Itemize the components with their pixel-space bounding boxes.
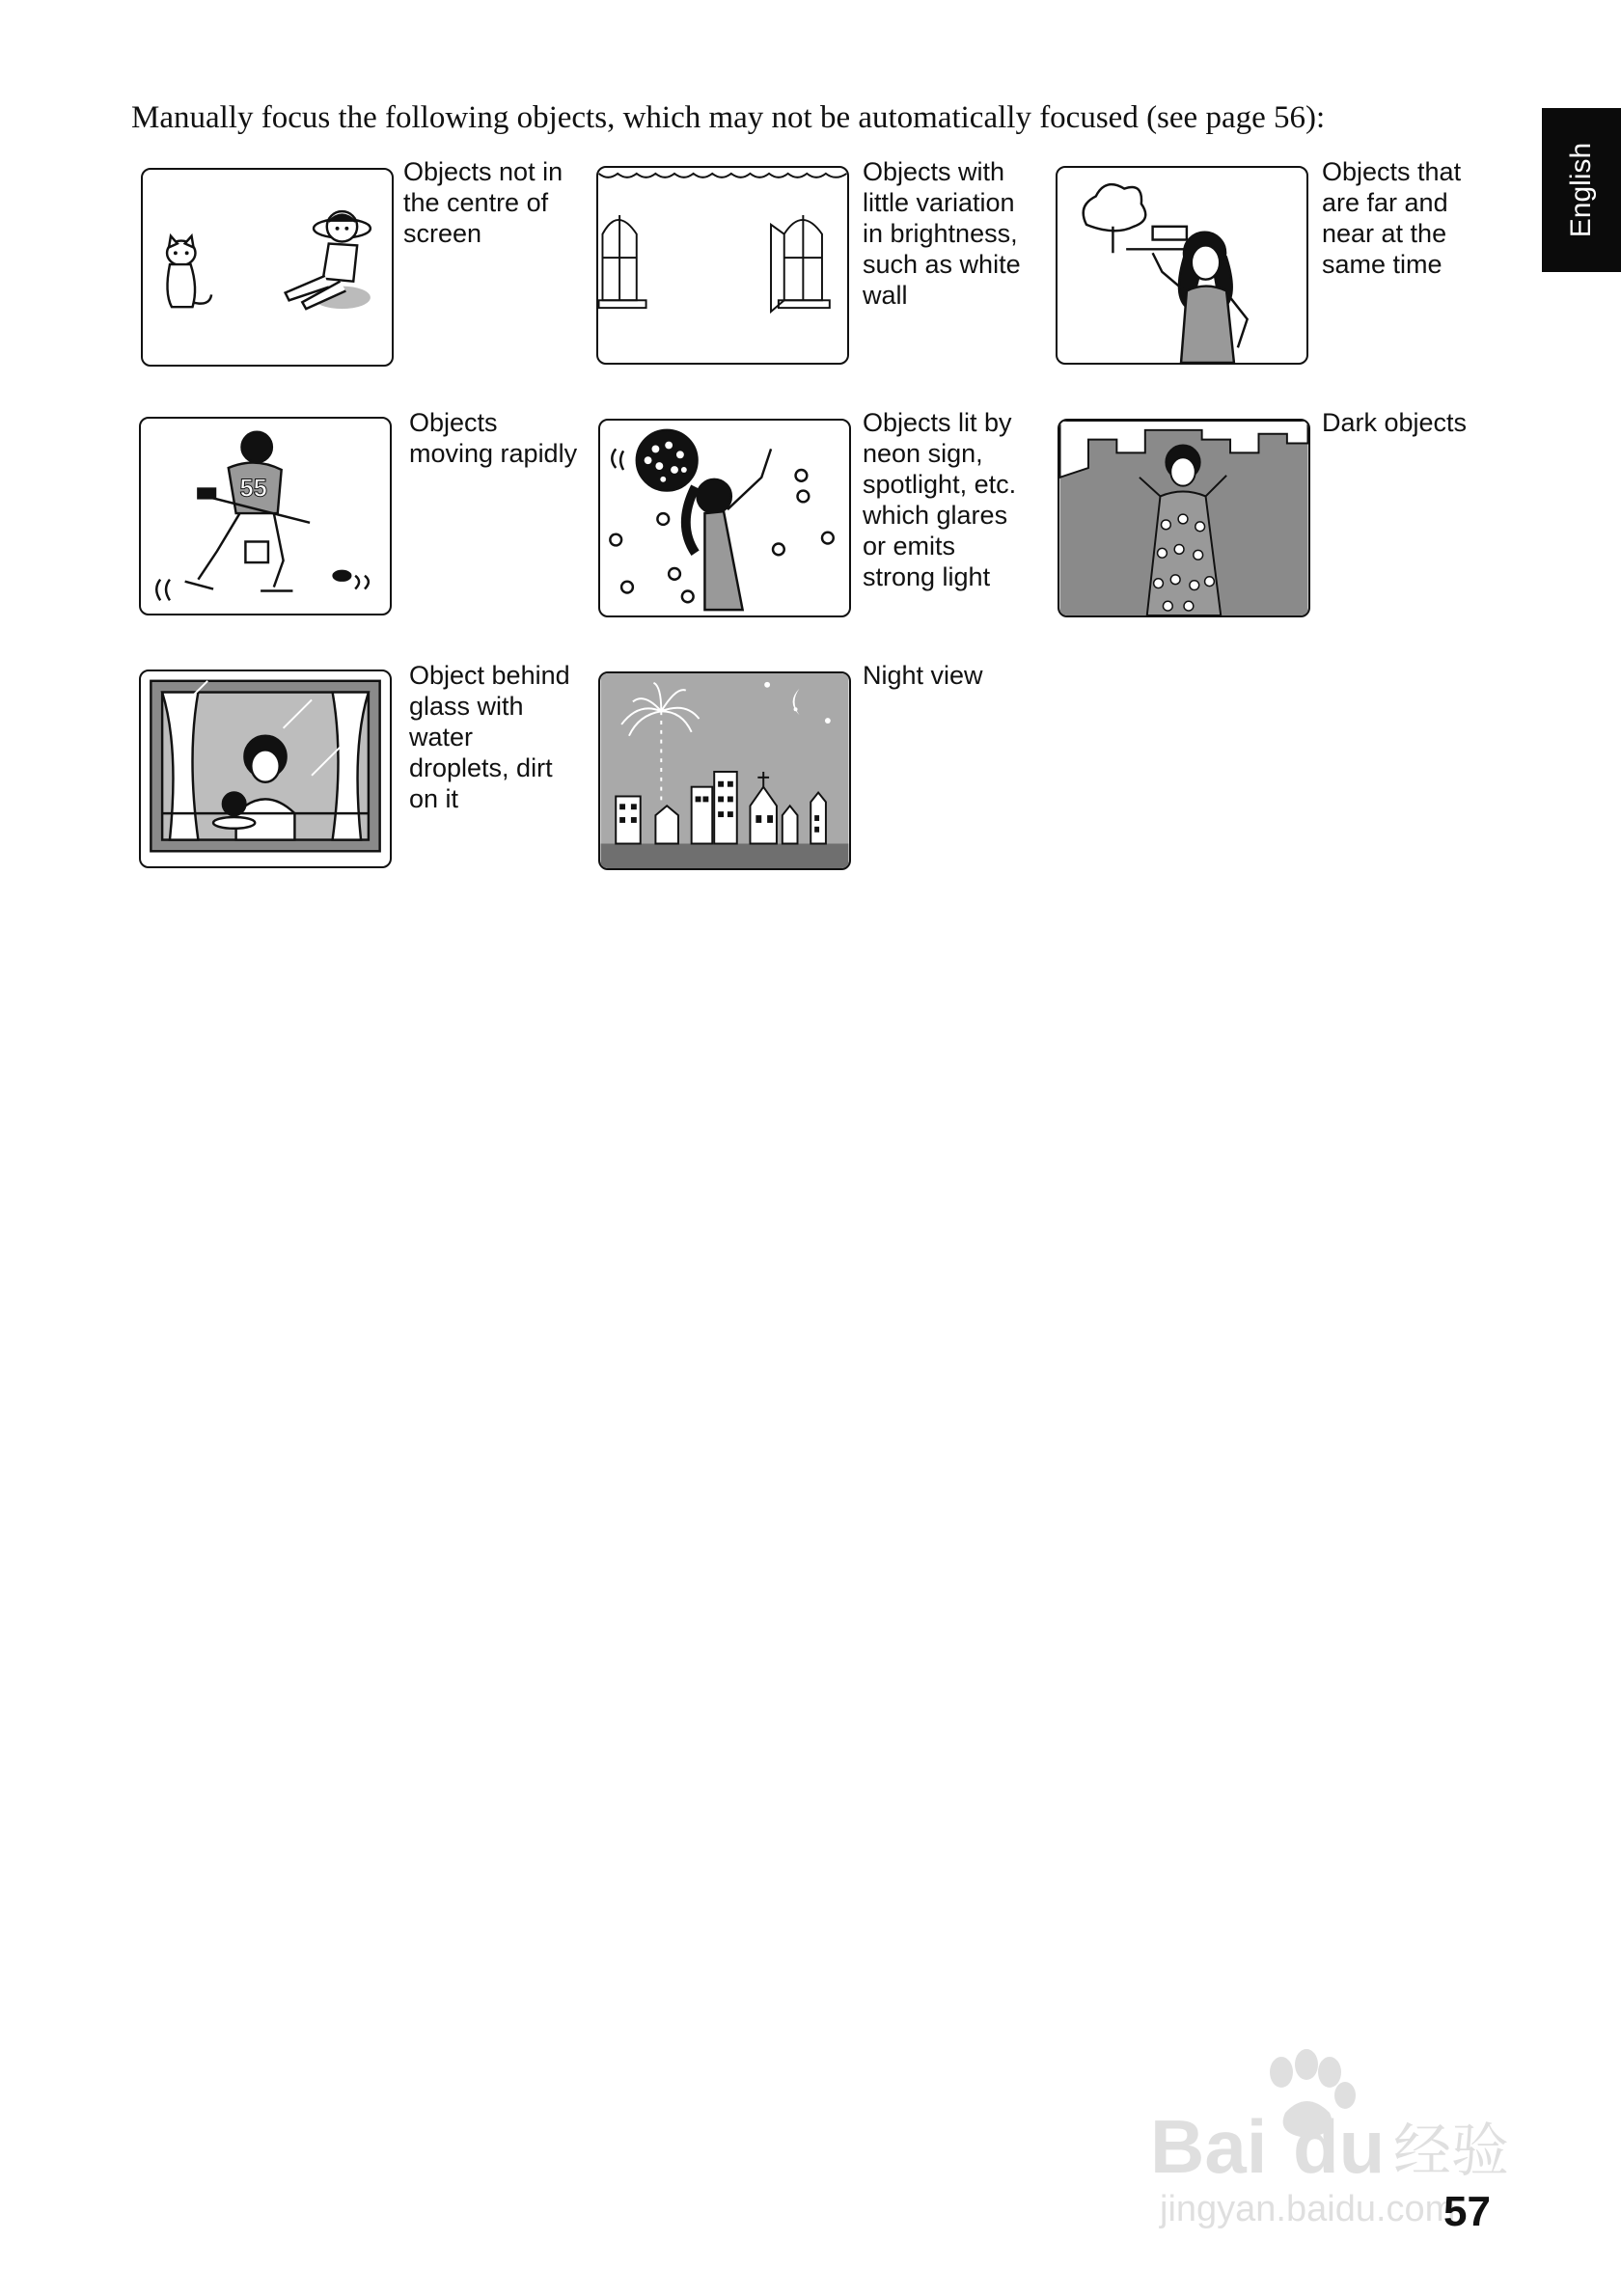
illustration-night-view bbox=[598, 671, 851, 870]
caption-dark-objects: Dark objects bbox=[1322, 408, 1468, 437]
svg-text:Bai: Bai bbox=[1150, 2104, 1268, 2189]
illustration-off-centre bbox=[141, 168, 394, 367]
svg-text:jingyan.baidu.com: jingyan.baidu.com bbox=[1160, 2189, 1456, 2228]
caption-night-view: Night view bbox=[863, 661, 983, 690]
caption-strong-light: Objects lit by neon sign, spotlight, etc. which glares or emits strong light bbox=[863, 408, 1017, 591]
intro-text: Manually focus the following objects, which may not be automatically focused (see page 56): bbox=[131, 100, 1326, 135]
illustration-moving-rapidly bbox=[139, 417, 392, 615]
white-wall-icon bbox=[598, 168, 847, 363]
svg-text:经验: 经验 bbox=[1393, 2118, 1509, 2185]
woman-and-tree-icon bbox=[1058, 168, 1306, 363]
disco-dancer-icon bbox=[600, 421, 849, 615]
caption-low-variation-brightness: Objects with little variation in brightness, such as white wall bbox=[863, 157, 1021, 310]
caption-objects-not-in-centre: Objects not in the centre of screen bbox=[403, 157, 563, 248]
illustration-behind-glass bbox=[139, 670, 392, 868]
illustration-dark-objects bbox=[1058, 419, 1310, 617]
cat-and-girl-icon bbox=[143, 170, 392, 365]
svg-text:55: 55 bbox=[239, 475, 267, 503]
page-number: 57 bbox=[1443, 2188, 1491, 2235]
illustration-strong-light bbox=[598, 419, 851, 617]
caption-moving-rapidly: Objects moving rapidly bbox=[409, 408, 578, 468]
night-city-icon bbox=[600, 673, 849, 868]
illustration-white-wall bbox=[596, 166, 849, 365]
dark-scene-icon bbox=[1059, 421, 1308, 615]
language-tab bbox=[1542, 108, 1621, 272]
svg-text:du: du bbox=[1293, 2104, 1386, 2189]
caption-behind-glass: Object behind glass with water droplets, dirt on it bbox=[409, 661, 570, 813]
language-tab-label: English bbox=[1565, 142, 1597, 238]
illustration-far-and-near bbox=[1056, 166, 1308, 365]
wet-window-icon bbox=[141, 671, 390, 866]
caption-far-and-near: Objects that are far and near at the same time bbox=[1322, 157, 1462, 279]
hockey-player-icon bbox=[141, 419, 390, 614]
